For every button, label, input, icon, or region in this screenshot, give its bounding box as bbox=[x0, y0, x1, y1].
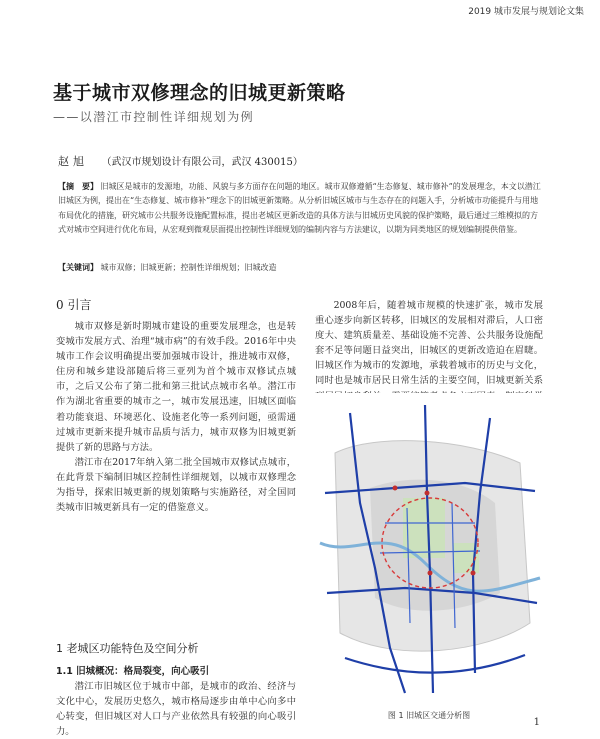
article-subtitle: ——以潜江市控制性详细规划为例 bbox=[53, 110, 255, 124]
author-affiliation: （武汉市规划设计有限公司，武汉 430015） bbox=[101, 157, 303, 168]
article-title: 基于城市双修理念的旧城更新策略 bbox=[53, 82, 346, 104]
keywords-text: 城市双修；旧城更新；控制性详细规划；旧城改造 bbox=[100, 263, 277, 272]
section-1-paragraph: 潜江市旧城区位于城市中部，是城市的政治、经济与文化中心，发展历史悠久，城市格局逐步由单中心向多中心转变，但旧城区对人口与产业依然具有较强的向心吸引力。 bbox=[56, 681, 296, 738]
page-number: 1 bbox=[533, 717, 540, 728]
keywords bbox=[58, 262, 544, 273]
traffic-map-figure bbox=[315, 393, 543, 706]
abstract-label: 【摘 要】 bbox=[58, 182, 98, 191]
keywords-label: 【关键词】 bbox=[58, 263, 98, 272]
author-name: 赵旭 bbox=[58, 155, 88, 168]
author-line bbox=[58, 153, 303, 169]
section-1-heading: 1 老城区功能特色及空间分析 bbox=[56, 642, 199, 655]
figure-caption: 图 1 旧城区交通分析图 bbox=[387, 711, 471, 720]
abstract-text: 旧城区是城市的发源地，功能、风貌与多方面存在问题的地区。城市双修遵循“生态修复、城市修补”的发展理念，本文以潜江旧城区为例，提出在“生态修复、城市修补”理念下的旧城更新策略。从分析旧城区城市与生态存在的问题入手，分析城市功能提升与用地布局优化的措施，研究城市公共服务设施配置标准，提出老城区更新改造的具体方法与旧城历史风貌的保护策略，最后通过三维模拟的方式对城市空间进行优化布局，从宏观到微观层面提出控制性详细规划的编制内容与方法建议，以期为同类地区的规划编制提供借鉴。 bbox=[58, 182, 541, 235]
running-head: 2019 城市发展与规划论文集 bbox=[468, 7, 584, 17]
subsection-1-1-heading: 1.1 旧城概况：格局裂变，向心吸引 bbox=[56, 666, 210, 677]
intro-paragraph: 城市双修是新时期城市建设的重要发展理念，也是转变城市发展方式、治理“城市病”的有效手段。2016年中央城市工作会议明确提出要加强城市设计，推进城市双修，住房和城乡建设部随后将三亚列为首个城市双修试点城市，之后又公布了第二批和第三批试点城市名单。潜江市作为湖北省重要的城市之一，城市发展迅速，旧城区面临着功能衰退、环境恶化、设施老化等一系列问题，亟需通过城市更新来提升城市品质与活力，城市双修为旧城更新提供了新的思路与方法。 bbox=[56, 321, 296, 453]
abstract bbox=[58, 180, 544, 238]
section-1-column bbox=[56, 679, 296, 739]
intro-heading: 0 引言 bbox=[56, 298, 92, 312]
intro-paragraph: 潜江市在2017年纳入第二批全国城市双修试点城市，在此背景下编制旧城区控制性详细规划，以城市双修理念为指导，探索旧城更新的规划策略与实施路径，对全国同类城市旧城更新具有一定的借鉴意义。 bbox=[56, 456, 296, 514]
right-paragraph: 2008年后，随着城市规模的快速扩张，城市发展重心逐步向新区转移，旧城区的发展相对滞后，人口密度大、建筑质量差、基础设施不完善、公共服务设施配套不足等问题日益突出，旧城区的更新改造迫在眉睫。旧城区作为城市的发源地，承载着城市的历史与文化，同时也是城市居民日常生活的主要空间，旧城更新关系 bbox=[315, 300, 543, 387]
intro-column bbox=[56, 319, 296, 515]
